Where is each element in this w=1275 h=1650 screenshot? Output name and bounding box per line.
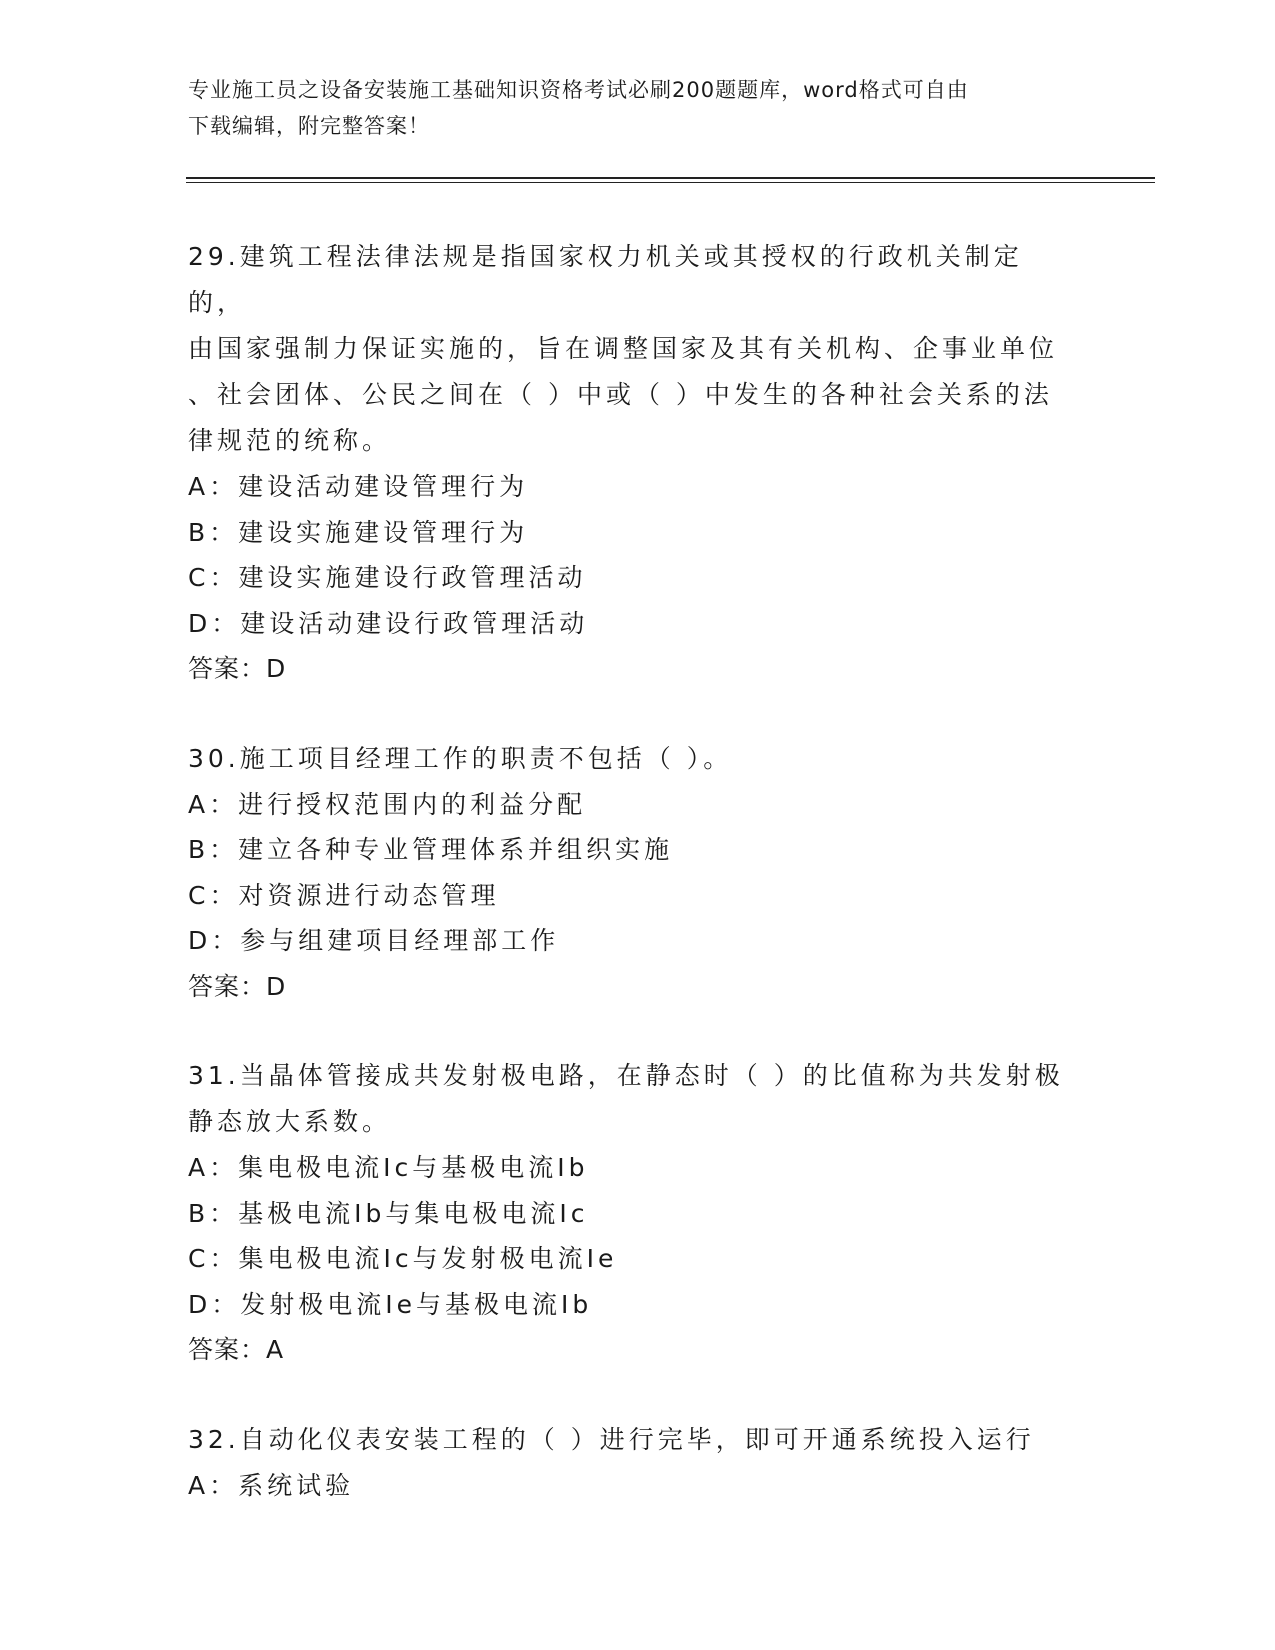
option-b: B：建设实施建设管理行为 xyxy=(188,517,529,547)
question-stem-line: 律规范的统称。 xyxy=(188,426,392,455)
answer-line: 答案：D xyxy=(188,654,287,683)
header-divider-thin xyxy=(186,182,1155,183)
question-32 xyxy=(188,1417,1068,1509)
question-stem-line: 由国家强制力保证实施的，旨在调整国家及其有关机构、企事业单位 xyxy=(188,334,1059,363)
header-divider-thick xyxy=(186,177,1155,179)
option-c: C：建设实施建设行政管理活动 xyxy=(188,563,587,592)
question-29 xyxy=(188,234,1068,692)
question-stem-line: 29.建筑工程法律法规是指国家权力机关或其授权的行政机关制定的， xyxy=(188,242,1023,317)
option-d: D：发射极电流Ie与基极电流Ib xyxy=(188,1289,593,1319)
document-header xyxy=(188,72,1068,144)
option-a: A：进行授权范围内的利益分配 xyxy=(188,789,587,819)
option-c: C：对资源进行动态管理 xyxy=(188,880,500,910)
question-stem-line: 静态放大系数。 xyxy=(188,1107,392,1136)
question-list xyxy=(188,234,1068,1552)
question-stem-line: 31.当晶体管接成共发射极电路，在静态时（ ）的比值称为共发射极 xyxy=(188,1061,1064,1090)
option-d: D：参与组建项目经理部工作 xyxy=(188,926,560,955)
option-a: A：建设活动建设管理行为 xyxy=(188,472,529,501)
option-d: D：建设活动建设行政管理活动 xyxy=(188,608,589,638)
option-a: A：系统试验 xyxy=(188,1470,355,1500)
answer-line: 答案：D xyxy=(188,971,287,1001)
question-stem-line: 32.自动化仪表安装工程的（ ）进行完毕，即可开通系统投入运行 xyxy=(188,1424,1035,1454)
header-line-1: 专业施工员之设备安装施工基础知识资格考试必刷200题题库，word格式可自由 xyxy=(188,78,969,102)
option-b: B：建立各种专业管理体系并组织实施 xyxy=(188,835,674,864)
answer-line: 答案：A xyxy=(188,1335,285,1364)
question-stem-line: 30.施工项目经理工作的职责不包括（ ）。 xyxy=(188,743,733,773)
option-c: C：集电极电流Ic与发射极电流Ie xyxy=(188,1244,618,1273)
question-30 xyxy=(188,736,1068,1010)
question-stem-line: 、社会团体、公民之间在（ ）中或（ ）中发生的各种社会关系的法 xyxy=(188,380,1053,409)
option-b: B：基极电流Ib与集电极电流Ic xyxy=(188,1198,589,1228)
question-31 xyxy=(188,1053,1068,1373)
option-a: A：集电极电流Ic与基极电流Ib xyxy=(188,1153,589,1182)
header-line-2: 下载编辑，附完整答案！ xyxy=(188,114,430,138)
